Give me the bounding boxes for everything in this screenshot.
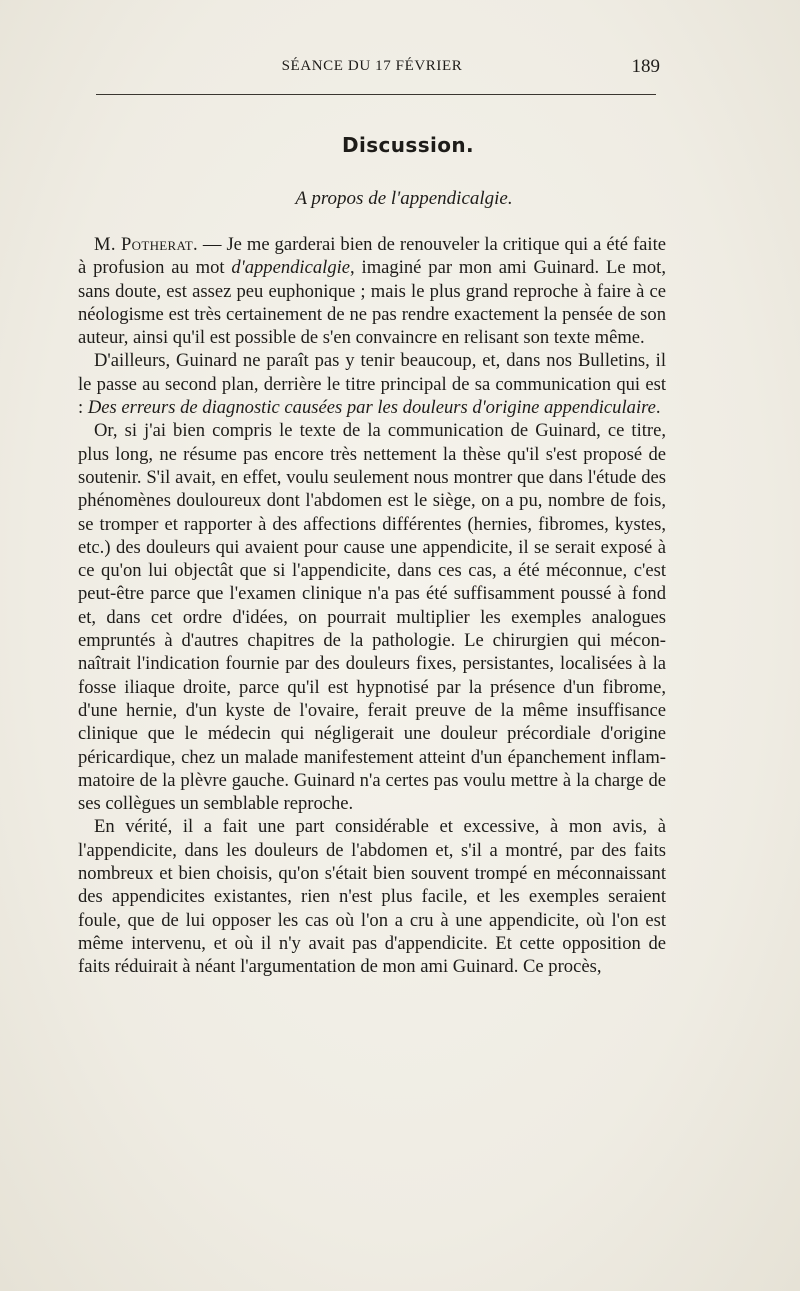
paragraph-text: Or, si j'ai bien compris le texte de la communication de Guinard, ce titre, plus long, ne résume pas encore très nettement la thèse qu'il s'est proposé de soutenir. S'il avait, en effet, voulu seulement nous montrer que dans l'étude des phénomènes douloureux dont l'abdomen est le siège, on a pu, nombre de fois, se tromper et rapporter à des affections différentes (hernies, fibromes, kystes, etc.) des douleurs qui avaient pour cause une appendicite, il se serait exposé à ce qu'on lui objectât que si l'appendicite, dans ces cas, a été méconnue, c'est peut-être parce que l'examen clinique n'a pas été suffisamment poussé à fond et, dans cet ordre d'idées, on pourrait multiplier les exemples analogues empruntés à d'autres chapitres de la pathologie. Le chirurgien qui méconnaîtrait l'indication fournie par des douleurs fixes, persistantes, localisées à la fosse iliaque droite, parce qu'il est hypnotisé par la présence d'un fibrome, d'une hernie, d'un kyste de l'ovaire, ferait preuve de la même insuffisance clinique que le médecin qui négligerait une douleur précordiale d'origine péricardique, chez un malade manifestement atteint d'un épanchement inflammatoire de la plèvre gauche. Guinard n'a certes pas voulu mettre à la charge de ses collègues un semblable reproche. — [78, 420, 666, 815]
paragraph-1 — [78, 233, 666, 349]
section-title: Discussion. — [341, 133, 475, 157]
paragraph-text: D'ailleurs, Guinard ne paraît pas y tenir beaucoup, et, dans nos Bulletins, il le passe au second plan, derrière le titre principal de sa communication qui est : — [78, 350, 666, 419]
page-number: 189 — [631, 56, 660, 77]
running-title: SÉANCE DU 17 FÉVRIER — [281, 58, 463, 74]
header-rule — [96, 94, 656, 95]
italic-citation: Des erreurs de diagnostic causées par les douleurs d'origine appendiculaire — [87, 397, 656, 419]
paragraph-text: . — [655, 397, 661, 419]
section-subtitle: A propos de l'appendicalgie. — [295, 188, 513, 209]
paragraph-4 — [78, 815, 666, 978]
paragraph-text: — Je me garderai bien de renouveler la critique qui a été faite à profusion au mot — [78, 234, 667, 279]
speaker-name: M. Potherat. — [94, 234, 198, 255]
running-head — [78, 58, 666, 84]
italic-term: d'appendicalgie — [231, 257, 351, 279]
body-text — [78, 233, 666, 979]
paragraph-text: , imaginé par mon ami Guinard. Le mot, sans doute, est assez peu euphonique ; mais le plus grand reproche à faire à ce néologisme est très certainement de ne pas rendre exactement la pensée de son auteur, ainsi qu'il est possible de s'en convaincre en relisant son texte même. — [78, 257, 666, 349]
paragraph-text: En vérité, il a fait une part considérable et excessive, à mon avis, à l'appendicite, dans les douleurs de l'abdomen et, s'il a montré, par des faits nombreux et bien choisis, qu'on s'était bien souvent trompé en méconnaissant des appendicites existantes, rien n'est plus facile, et les exemples seraient foule, que de lui opposer les cas où l'on a cru à une appendicite, où l'on est même intervenu, et où il n'y avait pas d'appendicite. Et cette opposition de faits réduirait à néant l'argumentation de mon ami Guinard. Ce procès, — [78, 816, 666, 978]
paragraph-3 — [78, 419, 666, 815]
paragraph-2 — [78, 349, 666, 419]
